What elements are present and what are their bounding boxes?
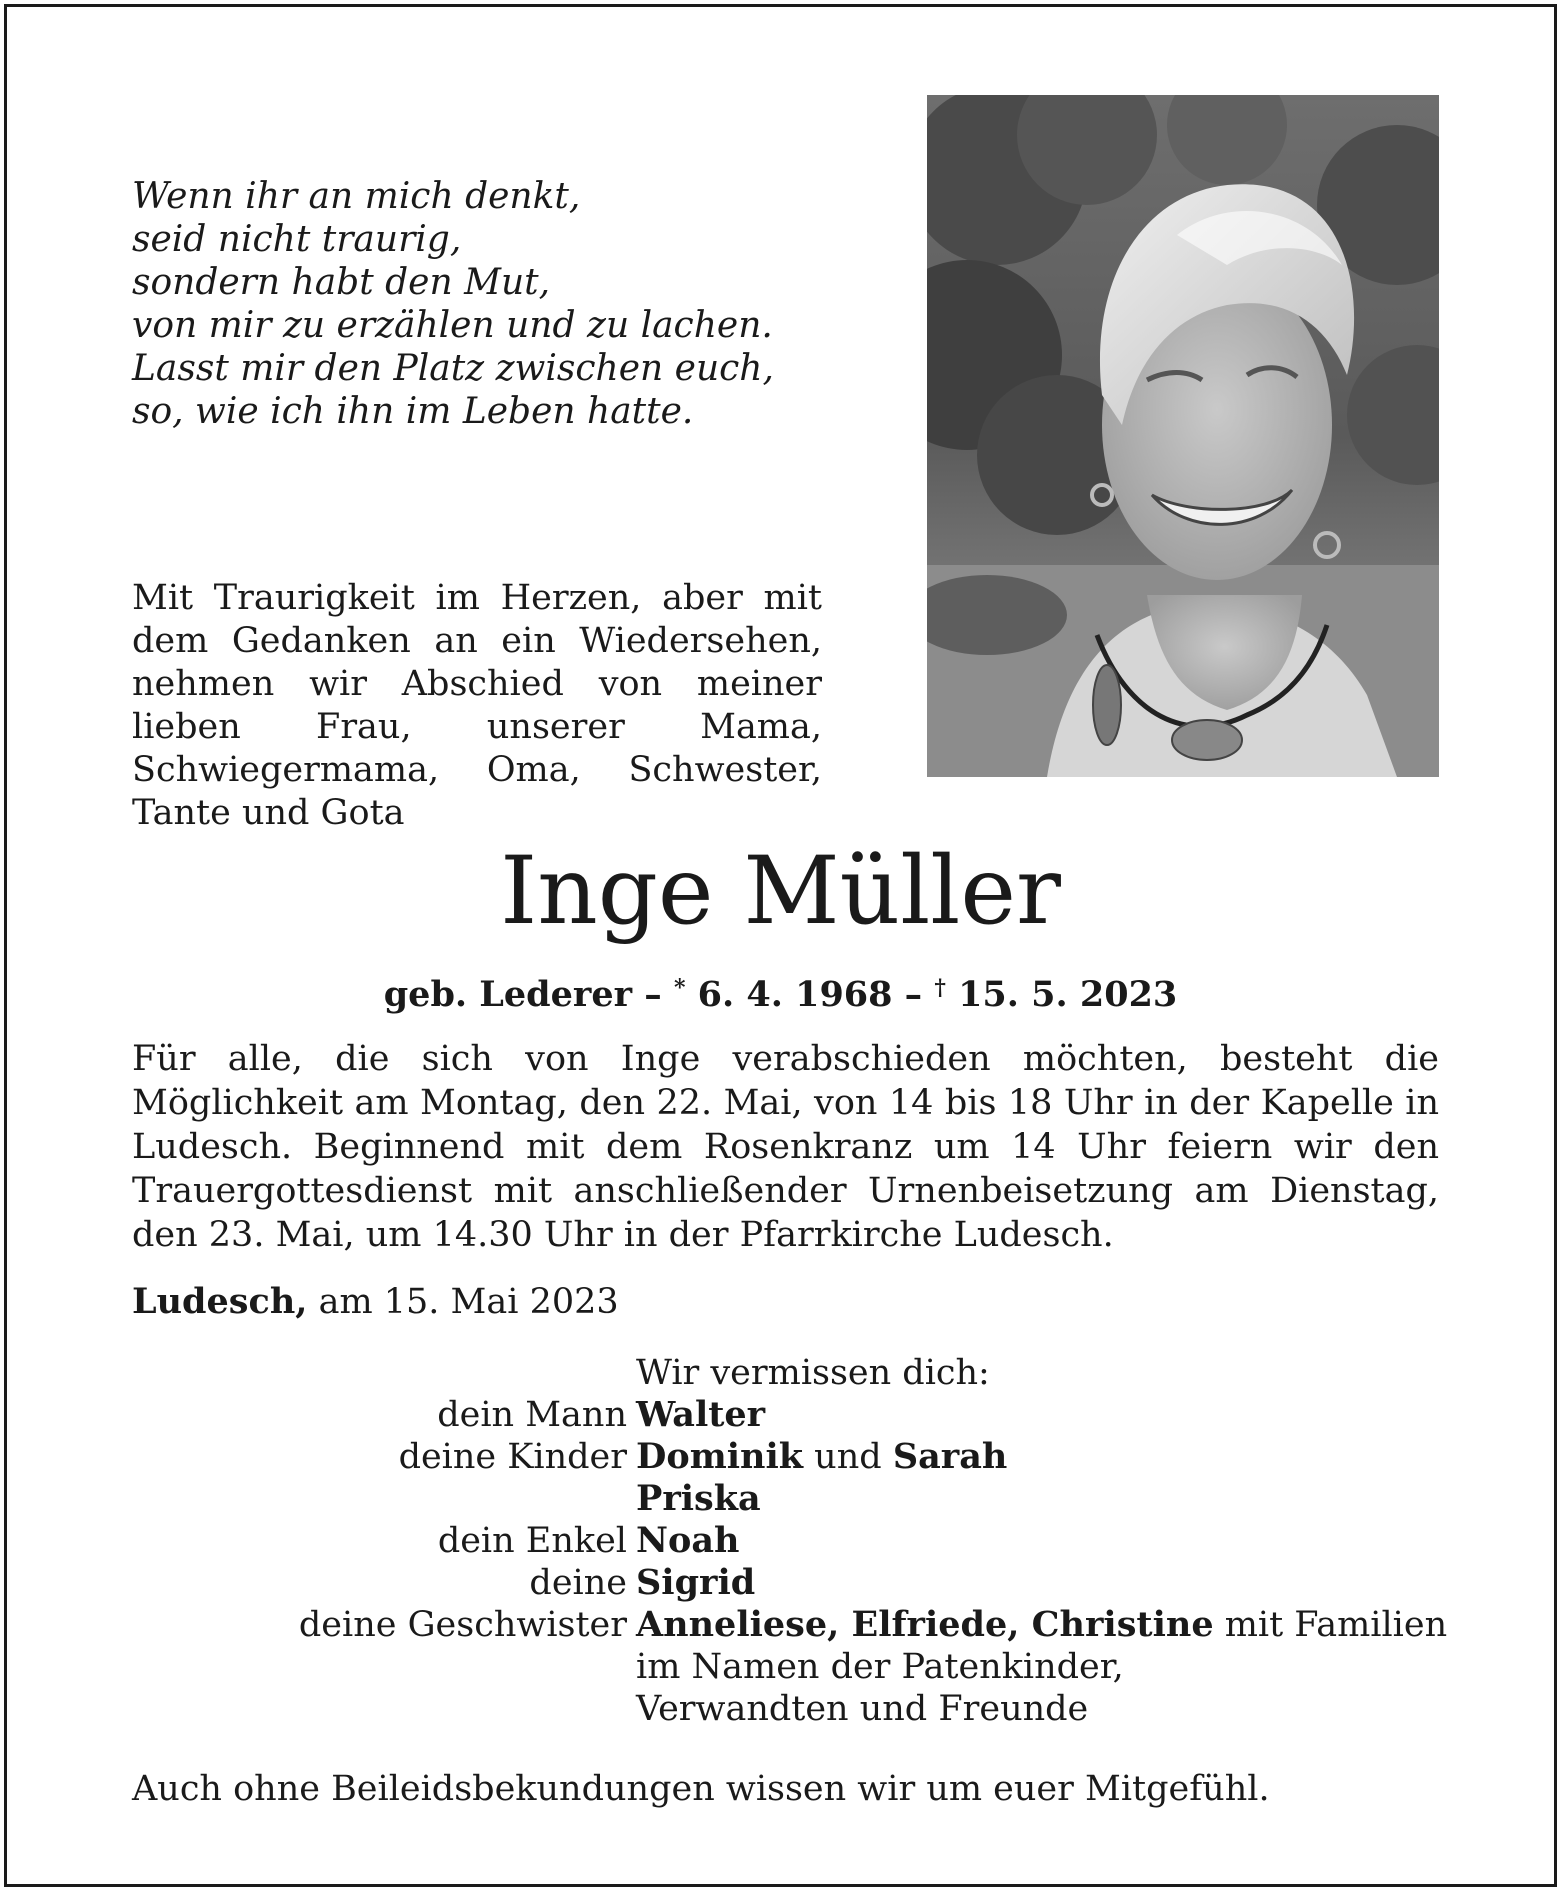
family-heading: Wir vermissen dich: — [636, 1353, 990, 1393]
place-date — [132, 1280, 619, 1324]
poem-line: Wenn ihr an mich denkt, — [132, 176, 581, 217]
born-symbol: * — [673, 975, 686, 1001]
family-label: deine — [529, 1563, 627, 1603]
service-details: Für alle, die sich von Inge verabschieden möchten, besteht die Möglichkeit am Montag, den 22. Mai, von 14 bis 18 Uhr in der Kapelle in Ludesch. Beginnend mit dem Rosenkranz um 14 Uhr feiern wir den Trauergottesdienst mit anschließender Urnenbeisetzung am Dienstag, den 23. Mai, um 14.30 Uhr in der Pfarrkirche Ludesch. — [132, 1039, 1439, 1255]
family-list — [7, 1352, 1554, 1730]
family-line: Verwandten und Freunde — [636, 1689, 1089, 1729]
family-suffix: mit Familien — [1224, 1605, 1448, 1645]
family-member: Walter — [636, 1394, 766, 1435]
place-date-text: am 15. Mai 2023 — [318, 1282, 619, 1322]
poem-line: Lasst mir den Platz zwischen euch, — [132, 348, 774, 389]
death-date: 15. 5. 2023 — [958, 974, 1178, 1015]
family-line: im Namen der Patenkinder, — [636, 1647, 1124, 1687]
poem-line: sondern habt den Mut, — [132, 262, 551, 303]
deceased-name: Inge Müller — [500, 837, 1061, 946]
family-label: deine Kinder — [398, 1437, 627, 1477]
family-member: Noah — [636, 1520, 740, 1561]
family-conjunction: und — [814, 1437, 882, 1477]
portrait-photo — [927, 95, 1439, 777]
poem-line: von mir zu erzählen und zu lachen. — [132, 305, 773, 346]
closing-text: Auch ohne Beileidsbekundungen wissen wir um euer Mitgefühl. — [132, 1769, 1270, 1809]
birth-name: geb. Lederer — [383, 974, 633, 1015]
intro-text: Mit Traurigkeit im Herzen, aber mit dem Gedanken an ein Wiedersehen, nehmen wir Abschied von meiner lieben Frau, unserer Mama, Schwiegermama, Oma, Schwester, Tante und Gota — [132, 578, 822, 833]
family-member: Sarah — [892, 1436, 1008, 1477]
family-member: Sigrid — [636, 1562, 756, 1603]
family-label: dein Enkel — [437, 1521, 627, 1561]
birth-date: 6. 4. 1968 — [697, 974, 893, 1015]
family-label: deine Geschwister — [298, 1605, 627, 1645]
poem-line: seid nicht traurig, — [132, 219, 462, 260]
family-member: Priska — [636, 1478, 761, 1519]
place-town: Ludesch, — [132, 1281, 308, 1322]
died-symbol: † — [934, 975, 946, 1001]
family-member: Anneliese, Elfriede, Christine — [636, 1604, 1214, 1645]
poem-line: so, wie ich ihn im Leben hatte. — [132, 391, 694, 432]
family-member: Dominik — [636, 1436, 804, 1477]
life-dates: geb. Lederer – * 6. 4. 1968 – † 15. 5. 2023 — [383, 974, 1178, 1015]
family-label: dein Mann — [437, 1395, 627, 1435]
obituary-notice — [4, 4, 1557, 1887]
poem — [132, 175, 774, 433]
